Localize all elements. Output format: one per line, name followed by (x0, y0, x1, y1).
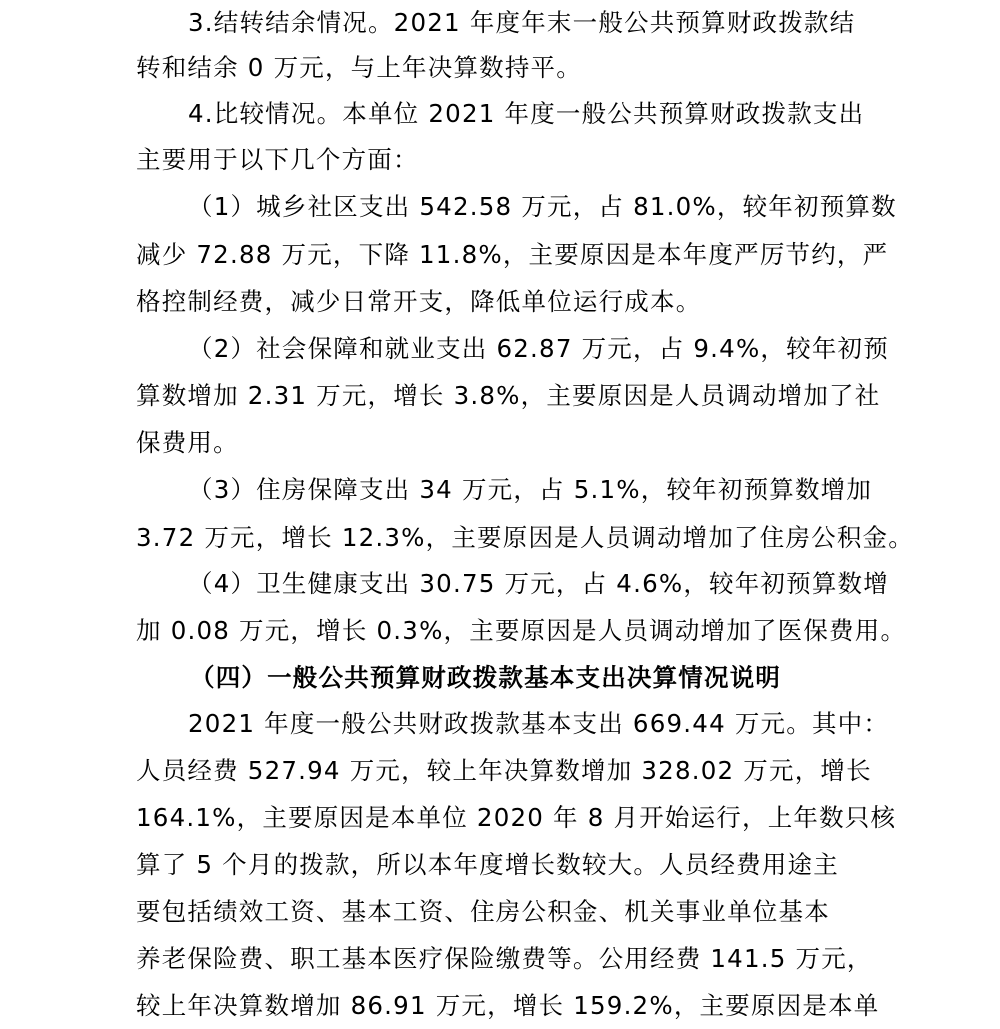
text-line: 164.1%，主要原因是本单位 2020 年 8 月开始运行，上年数只核 (136, 803, 897, 832)
text-line: 养老保险费、职工基本医疗保险缴费等。公用经费 141.5 万元， (136, 944, 873, 973)
text-line: （1）城乡社区支出 542.58 万元，占 81.0%，较年初预算数 (188, 192, 897, 221)
text-line: 3.结转结余情况。2021 年度年末一般公共预算财政拨款结 (188, 8, 856, 37)
text-line: （4）卫生健康支出 30.75 万元，占 4.6%，较年初预算数增 (188, 569, 889, 598)
text-line: 较上年决算数增加 86.91 万元，增长 159.2%，主要原因是本单 (136, 991, 880, 1020)
text-line: 3.72 万元，增长 12.3%，主要原因是人员调动增加了住房公积金。 (136, 523, 914, 552)
text-line: 保费用。 (136, 428, 239, 457)
text-line: 转和结余 0 万元，与上年决算数持平。 (136, 53, 582, 82)
text-line: 要包括绩效工资、基本工资、住房公积金、机关事业单位基本 (136, 897, 830, 926)
text-line: 4.比较情况。本单位 2021 年度一般公共预算财政拨款支出 (188, 99, 865, 128)
text-line: 加 0.08 万元，增长 0.3%，主要原因是人员调动增加了医保费用。 (136, 616, 907, 645)
text-line: 格控制经费，减少日常开支，降低单位运行成本。 (136, 287, 702, 316)
text-line: （3）住房保障支出 34 万元，占 5.1%，较年初预算数增加 (188, 475, 873, 504)
section-heading: （四）一般公共预算财政拨款基本支出决算情况说明 (190, 663, 782, 692)
text-line: 算数增加 2.31 万元，增长 3.8%，主要原因是人员调动增加了社 (136, 381, 881, 410)
text-line: 算了 5 个月的拨款，所以本年度增长数较大。人员经费用途主 (136, 850, 839, 879)
text-line: （2）社会保障和就业支出 62.87 万元，占 9.4%，较年初预 (188, 334, 889, 363)
text-line: 减少 72.88 万元，下降 11.8%，主要原因是本年度严厉节约，严 (136, 240, 889, 269)
text-line: 人员经费 527.94 万元，较上年决算数增加 328.02 万元，增长 (136, 756, 872, 785)
text-line: 主要用于以下几个方面： (136, 145, 419, 174)
text-line: 2021 年度一般公共财政拨款基本支出 669.44 万元。其中： (188, 709, 890, 738)
